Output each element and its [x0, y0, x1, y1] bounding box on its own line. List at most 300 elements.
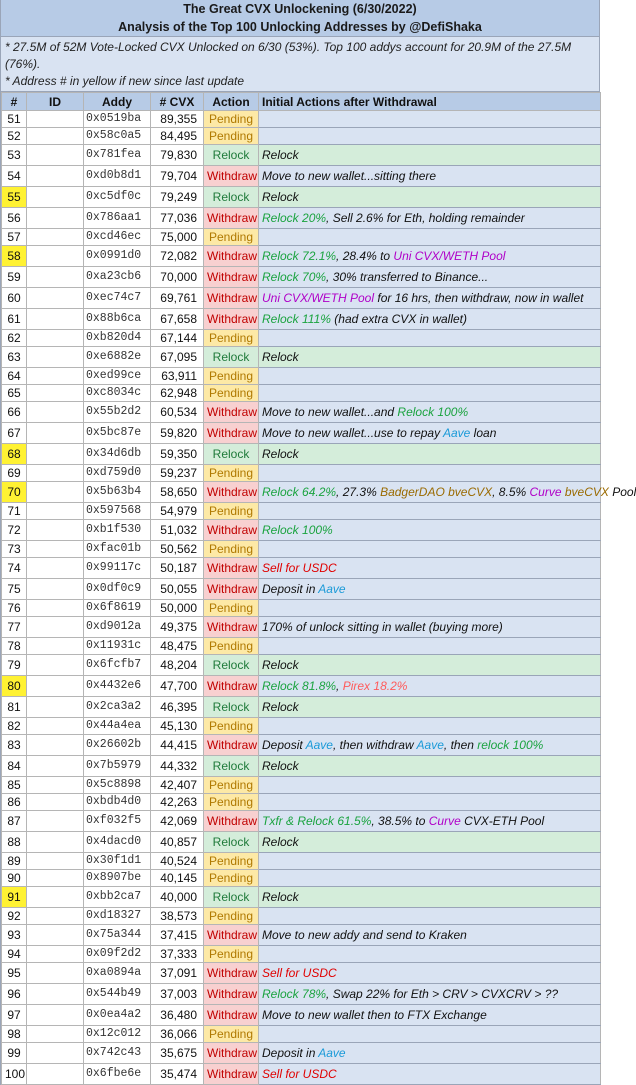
- row-action-status: Pending: [204, 368, 259, 385]
- row-action-status: Pending: [204, 853, 259, 870]
- row-number: 65: [2, 385, 27, 402]
- row-id: [27, 984, 84, 1005]
- row-notes: [259, 1064, 601, 1085]
- notes-block: [1, 37, 599, 92]
- row-id: [27, 246, 84, 267]
- row-action-status: Pending: [204, 946, 259, 963]
- row-notes: [259, 600, 601, 617]
- row-notes: [259, 925, 601, 946]
- row-notes: [259, 617, 601, 638]
- row-notes: [259, 330, 601, 347]
- row-action-status: Pending: [204, 600, 259, 617]
- row-notes: [259, 444, 601, 465]
- row-action-status: Withdraw: [204, 558, 259, 579]
- row-number: 98: [2, 1026, 27, 1043]
- notes-segment: Relock: [262, 700, 299, 714]
- row-address: 0x786aa1: [84, 208, 151, 229]
- row-address: 0xfac01b: [84, 541, 151, 558]
- note-line-1: * 27.5M of 52M Vote-Locked CVX Unlocked on 6/30 (53%). Top 100 addys account for 20.9M of the 27.5M (76%).: [5, 40, 572, 71]
- table-row: [2, 111, 601, 128]
- row-id: [27, 811, 84, 832]
- row-id: [27, 638, 84, 655]
- table-row: [2, 984, 601, 1005]
- row-number: 84: [2, 756, 27, 777]
- row-number: 74: [2, 558, 27, 579]
- row-address: 0x5b63b4: [84, 482, 151, 503]
- row-id: [27, 368, 84, 385]
- row-id: [27, 229, 84, 246]
- row-notes: [259, 853, 601, 870]
- row-address: 0x0df0c9: [84, 579, 151, 600]
- row-id: [27, 1005, 84, 1026]
- col-header-id: ID: [27, 93, 84, 111]
- row-notes: [259, 676, 601, 697]
- row-number: 61: [2, 309, 27, 330]
- table-row: [2, 946, 601, 963]
- table-row: [2, 655, 601, 676]
- row-action-status: Relock: [204, 832, 259, 853]
- notes-segment: Sell for USDC: [262, 1067, 337, 1081]
- row-address: 0xed99ce: [84, 368, 151, 385]
- row-notes: [259, 777, 601, 794]
- row-address: 0x12c012: [84, 1026, 151, 1043]
- row-cvx-amount: 59,820: [151, 423, 204, 444]
- row-number: 88: [2, 832, 27, 853]
- table-row: [2, 229, 601, 246]
- row-id: [27, 208, 84, 229]
- table-row: [2, 870, 601, 887]
- table-row: [2, 444, 601, 465]
- row-notes: [259, 309, 601, 330]
- table-row: [2, 520, 601, 541]
- col-header-action: Action: [204, 93, 259, 111]
- notes-segment: Relock: [262, 835, 299, 849]
- notes-segment: Uni CVX/WETH Pool: [262, 291, 375, 305]
- notes-segment: Relock: [262, 447, 299, 461]
- row-action-status: Relock: [204, 887, 259, 908]
- row-number: 55: [2, 187, 27, 208]
- row-notes: [259, 166, 601, 187]
- row-action-status: Withdraw: [204, 1005, 259, 1026]
- row-action-status: Pending: [204, 503, 259, 520]
- row-action-status: Withdraw: [204, 309, 259, 330]
- notes-segment: , Sell 2.6% for Eth, holding remainder: [326, 211, 525, 225]
- row-address: 0xb820d4: [84, 330, 151, 347]
- row-notes: [259, 718, 601, 735]
- row-notes: [259, 984, 601, 1005]
- row-cvx-amount: 40,857: [151, 832, 204, 853]
- row-id: [27, 579, 84, 600]
- row-address: 0x544b49: [84, 984, 151, 1005]
- row-id: [27, 520, 84, 541]
- col-header-addy: Addy: [84, 93, 151, 111]
- row-cvx-amount: 67,095: [151, 347, 204, 368]
- row-notes: [259, 541, 601, 558]
- row-cvx-amount: 70,000: [151, 267, 204, 288]
- row-notes: [259, 267, 601, 288]
- row-id: [27, 402, 84, 423]
- row-id: [27, 963, 84, 984]
- row-address: 0x0519ba: [84, 111, 151, 128]
- notes-segment: , 30% transferred to Binance...: [326, 270, 489, 284]
- row-number: 94: [2, 946, 27, 963]
- row-cvx-amount: 37,091: [151, 963, 204, 984]
- row-number: 63: [2, 347, 27, 368]
- table-row: [2, 482, 601, 503]
- row-action-status: Pending: [204, 794, 259, 811]
- row-id: [27, 697, 84, 718]
- row-id: [27, 870, 84, 887]
- row-cvx-amount: 50,000: [151, 600, 204, 617]
- row-notes: [259, 187, 601, 208]
- row-address: 0x44a4ea: [84, 718, 151, 735]
- row-id: [27, 756, 84, 777]
- row-action-status: Withdraw: [204, 1064, 259, 1085]
- row-id: [27, 128, 84, 145]
- row-cvx-amount: 45,130: [151, 718, 204, 735]
- notes-segment: Relock 70%: [262, 270, 327, 284]
- row-action-status: Relock: [204, 756, 259, 777]
- notes-segment: Relock: [262, 890, 299, 904]
- row-id: [27, 145, 84, 166]
- notes-segment: Move to new wallet...sitting there: [262, 169, 437, 183]
- row-address: 0x0ea4a2: [84, 1005, 151, 1026]
- row-cvx-amount: 36,480: [151, 1005, 204, 1026]
- row-action-status: Withdraw: [204, 811, 259, 832]
- row-notes: [259, 246, 601, 267]
- row-cvx-amount: 62,948: [151, 385, 204, 402]
- row-action-status: Withdraw: [204, 520, 259, 541]
- row-address: 0x0991d0: [84, 246, 151, 267]
- row-id: [27, 465, 84, 482]
- row-cvx-amount: 49,375: [151, 617, 204, 638]
- notes-segment: Relock: [262, 148, 299, 162]
- row-notes: [259, 638, 601, 655]
- row-cvx-amount: 44,332: [151, 756, 204, 777]
- row-action-status: Pending: [204, 330, 259, 347]
- table-row: [2, 1026, 601, 1043]
- row-notes: [259, 1026, 601, 1043]
- table-row: [2, 423, 601, 444]
- row-notes: [259, 887, 601, 908]
- row-id: [27, 853, 84, 870]
- table-row: [2, 963, 601, 984]
- table-row: [2, 579, 601, 600]
- row-number: 85: [2, 777, 27, 794]
- row-notes: [259, 402, 601, 423]
- row-cvx-amount: 79,249: [151, 187, 204, 208]
- row-cvx-amount: 40,000: [151, 887, 204, 908]
- row-id: [27, 600, 84, 617]
- row-number: 56: [2, 208, 27, 229]
- row-number: 89: [2, 853, 27, 870]
- row-cvx-amount: 50,187: [151, 558, 204, 579]
- row-action-status: Pending: [204, 385, 259, 402]
- row-cvx-amount: 58,650: [151, 482, 204, 503]
- row-action-status: Pending: [204, 870, 259, 887]
- row-action-status: Withdraw: [204, 208, 259, 229]
- row-number: 53: [2, 145, 27, 166]
- row-cvx-amount: 42,407: [151, 777, 204, 794]
- row-id: [27, 794, 84, 811]
- notes-segment: Uni CVX/WETH Pool: [393, 249, 506, 263]
- row-action-status: Pending: [204, 777, 259, 794]
- table-row: [2, 853, 601, 870]
- row-action-status: Pending: [204, 465, 259, 482]
- table-header-row: [2, 93, 601, 111]
- row-address: 0x30f1d1: [84, 853, 151, 870]
- row-notes: [259, 811, 601, 832]
- row-id: [27, 444, 84, 465]
- row-address: 0xa0894a: [84, 963, 151, 984]
- row-id: [27, 558, 84, 579]
- notes-segment: (had extra CVX in wallet): [330, 312, 467, 326]
- row-id: [27, 267, 84, 288]
- row-notes: [259, 385, 601, 402]
- row-cvx-amount: 50,562: [151, 541, 204, 558]
- row-address: 0x7b5979: [84, 756, 151, 777]
- row-id: [27, 166, 84, 187]
- row-action-status: Relock: [204, 347, 259, 368]
- row-notes: [259, 465, 601, 482]
- table-row: [2, 187, 601, 208]
- row-cvx-amount: 51,032: [151, 520, 204, 541]
- row-action-status: Relock: [204, 697, 259, 718]
- row-cvx-amount: 40,524: [151, 853, 204, 870]
- row-notes: [259, 697, 601, 718]
- col-header-notes: Initial Actions after Withdrawal: [259, 93, 601, 111]
- row-number: 72: [2, 520, 27, 541]
- row-number: 81: [2, 697, 27, 718]
- row-id: [27, 1064, 84, 1085]
- row-id: [27, 908, 84, 925]
- row-address: 0x8907be: [84, 870, 151, 887]
- row-number: 92: [2, 908, 27, 925]
- row-cvx-amount: 59,350: [151, 444, 204, 465]
- row-cvx-amount: 35,675: [151, 1043, 204, 1064]
- notes-segment: Move to new wallet then to FTX Exchange: [262, 1008, 487, 1022]
- row-action-status: Withdraw: [204, 925, 259, 946]
- notes-segment: , Swap 22% for Eth > CRV > CVXCRV > ??: [326, 987, 559, 1001]
- row-id: [27, 309, 84, 330]
- note-line-2: * Address # in yellow if new since last update: [5, 74, 245, 88]
- row-action-status: Pending: [204, 111, 259, 128]
- table-row: [2, 1005, 601, 1026]
- row-address: 0xd0b8d1: [84, 166, 151, 187]
- row-address: 0x6fcfb7: [84, 655, 151, 676]
- row-address: 0x11931c: [84, 638, 151, 655]
- notes-segment: BadgerDAO bveCVX: [380, 485, 493, 499]
- row-action-status: Withdraw: [204, 482, 259, 503]
- unlock-table: [1, 92, 636, 1085]
- row-cvx-amount: 47,700: [151, 676, 204, 697]
- row-action-status: Pending: [204, 1026, 259, 1043]
- row-notes: [259, 735, 601, 756]
- notes-segment: Relock: [262, 350, 299, 364]
- table-row: [2, 794, 601, 811]
- row-address: 0xf032f5: [84, 811, 151, 832]
- row-action-status: Pending: [204, 128, 259, 145]
- row-number: 83: [2, 735, 27, 756]
- row-cvx-amount: 44,415: [151, 735, 204, 756]
- notes-segment: Curve: [428, 814, 461, 828]
- row-number: 78: [2, 638, 27, 655]
- row-number: 52: [2, 128, 27, 145]
- notes-segment: Move to new wallet...and: [262, 405, 398, 419]
- row-id: [27, 655, 84, 676]
- row-id: [27, 503, 84, 520]
- row-notes: [259, 423, 601, 444]
- row-action-status: Withdraw: [204, 963, 259, 984]
- table-row: [2, 368, 601, 385]
- table-row: [2, 811, 601, 832]
- table-row: [2, 756, 601, 777]
- notes-segment: Relock 81.8%: [262, 679, 337, 693]
- row-notes: [259, 870, 601, 887]
- table-row: [2, 465, 601, 482]
- notes-segment: Aave: [305, 738, 333, 752]
- row-cvx-amount: 60,534: [151, 402, 204, 423]
- table-row: [2, 347, 601, 368]
- row-number: 86: [2, 794, 27, 811]
- row-address: 0x55b2d2: [84, 402, 151, 423]
- row-action-status: Withdraw: [204, 267, 259, 288]
- row-id: [27, 330, 84, 347]
- notes-segment: Move to new wallet...use to repay: [262, 426, 443, 440]
- table-row: [2, 832, 601, 853]
- row-number: 69: [2, 465, 27, 482]
- row-notes: [259, 288, 601, 309]
- row-address: 0x99117c: [84, 558, 151, 579]
- row-action-status: Withdraw: [204, 617, 259, 638]
- notes-segment: Pirex 18.2%: [342, 679, 408, 693]
- row-address: 0x6fbe6e: [84, 1064, 151, 1085]
- table-row: [2, 503, 601, 520]
- notes-segment: bveCVX: [564, 485, 609, 499]
- row-notes: [259, 832, 601, 853]
- row-number: 77: [2, 617, 27, 638]
- row-notes: [259, 229, 601, 246]
- row-address: 0x4432e6: [84, 676, 151, 697]
- row-number: 71: [2, 503, 27, 520]
- table-row: [2, 718, 601, 735]
- row-notes: [259, 558, 601, 579]
- row-address: 0x6f8619: [84, 600, 151, 617]
- row-action-status: Pending: [204, 541, 259, 558]
- table-row: [2, 385, 601, 402]
- row-action-status: Withdraw: [204, 1043, 259, 1064]
- table-row: [2, 600, 601, 617]
- row-address: 0x34d6db: [84, 444, 151, 465]
- row-cvx-amount: 77,036: [151, 208, 204, 229]
- table-row: [2, 267, 601, 288]
- table-body: [2, 111, 636, 1085]
- row-address: 0xb1f530: [84, 520, 151, 541]
- row-cvx-amount: 79,704: [151, 166, 204, 187]
- table-row: [2, 676, 601, 697]
- table-row: [2, 246, 601, 267]
- row-cvx-amount: 67,144: [151, 330, 204, 347]
- row-address: 0x742c43: [84, 1043, 151, 1064]
- row-id: [27, 676, 84, 697]
- notes-segment: Txfr & Relock 61.5%: [262, 814, 372, 828]
- row-number: 99: [2, 1043, 27, 1064]
- row-number: 73: [2, 541, 27, 558]
- row-number: 80: [2, 676, 27, 697]
- row-cvx-amount: 72,082: [151, 246, 204, 267]
- row-notes: [259, 1005, 601, 1026]
- notes-segment: Relock 72.1%: [262, 249, 337, 263]
- title-line-2: Analysis of the Top 100 Unlocking Addresses by @DefiShaka: [118, 20, 482, 34]
- table-row: [2, 558, 601, 579]
- row-number: 62: [2, 330, 27, 347]
- row-id: [27, 946, 84, 963]
- row-action-status: Relock: [204, 444, 259, 465]
- notes-segment: Curve: [529, 485, 562, 499]
- table-row: [2, 1064, 601, 1085]
- row-action-status: Withdraw: [204, 166, 259, 187]
- row-action-status: Withdraw: [204, 735, 259, 756]
- table-row: [2, 145, 601, 166]
- row-cvx-amount: 46,395: [151, 697, 204, 718]
- row-number: 57: [2, 229, 27, 246]
- row-address: 0x5c8898: [84, 777, 151, 794]
- row-address: 0xcd46ec: [84, 229, 151, 246]
- row-number: 75: [2, 579, 27, 600]
- notes-segment: , then withdraw: [332, 738, 417, 752]
- notes-segment: ,: [336, 679, 343, 693]
- row-number: 60: [2, 288, 27, 309]
- notes-segment: CVX-ETH Pool: [460, 814, 545, 828]
- row-cvx-amount: 84,495: [151, 128, 204, 145]
- row-action-status: Withdraw: [204, 984, 259, 1005]
- row-id: [27, 718, 84, 735]
- table-row: [2, 697, 601, 718]
- row-notes: [259, 368, 601, 385]
- row-action-status: Pending: [204, 638, 259, 655]
- notes-segment: loan: [470, 426, 497, 440]
- row-number: 70: [2, 482, 27, 503]
- row-number: 54: [2, 166, 27, 187]
- row-id: [27, 832, 84, 853]
- row-cvx-amount: 40,145: [151, 870, 204, 887]
- notes-segment: Relock 100%: [397, 405, 469, 419]
- row-cvx-amount: 37,003: [151, 984, 204, 1005]
- row-notes: [259, 756, 601, 777]
- notes-segment: Pool: [608, 485, 636, 499]
- row-cvx-amount: 37,333: [151, 946, 204, 963]
- row-cvx-amount: 37,415: [151, 925, 204, 946]
- row-number: 79: [2, 655, 27, 676]
- notes-segment: Aave: [318, 582, 346, 596]
- notes-segment: , then: [443, 738, 478, 752]
- row-action-status: Withdraw: [204, 423, 259, 444]
- notes-segment: Aave: [416, 738, 444, 752]
- notes-segment: , 38.5% to: [371, 814, 429, 828]
- col-header-cvx: # CVX: [151, 93, 204, 111]
- row-notes: [259, 111, 601, 128]
- row-id: [27, 423, 84, 444]
- notes-segment: Relock: [262, 759, 299, 773]
- title-line-1: The Great CVX Unlockening (6/30/2022): [183, 2, 417, 16]
- notes-segment: Relock 78%: [262, 987, 327, 1001]
- row-cvx-amount: 75,000: [151, 229, 204, 246]
- notes-segment: Relock: [262, 658, 299, 672]
- row-address: 0x5bc87e: [84, 423, 151, 444]
- row-notes: [259, 503, 601, 520]
- row-number: 58: [2, 246, 27, 267]
- row-address: 0x26602b: [84, 735, 151, 756]
